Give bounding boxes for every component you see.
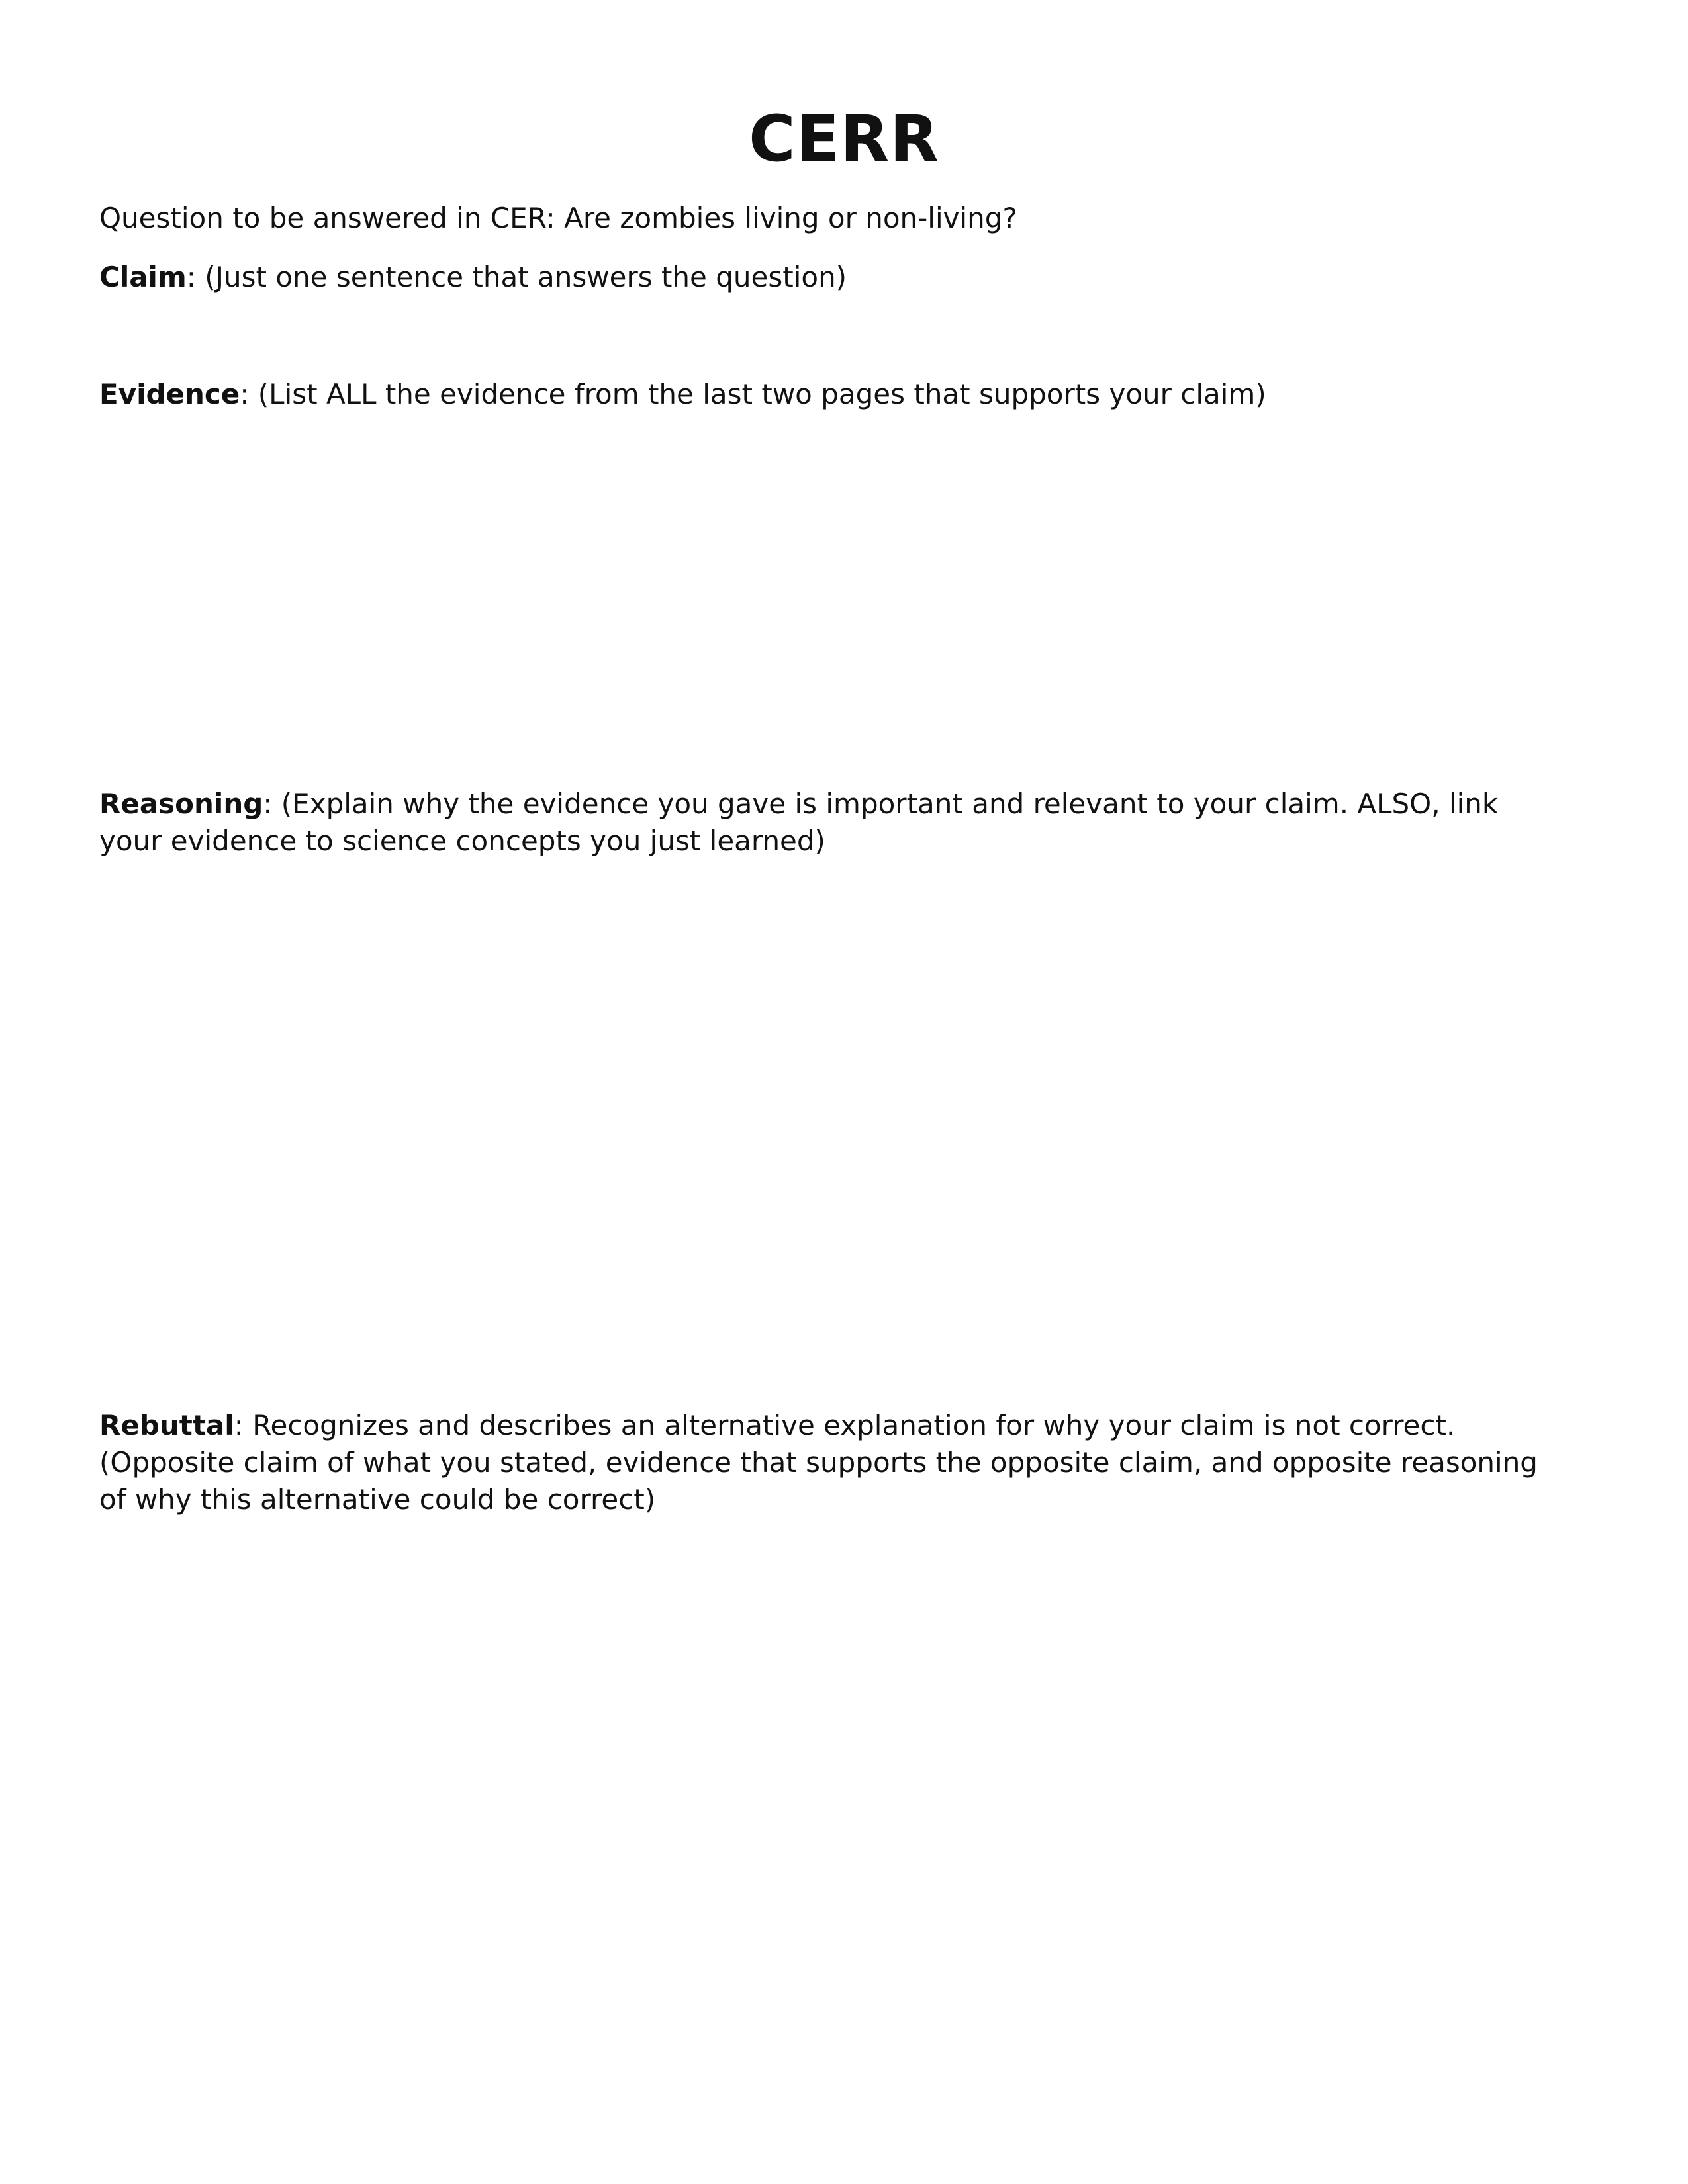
claim-instructions: : (Just one sentence that answers the question) <box>186 261 847 293</box>
evidence-prompt <box>99 376 1556 413</box>
claim-prompt <box>99 259 1556 296</box>
reasoning-answer-space <box>99 860 1556 1390</box>
evidence-answer-space <box>99 417 1556 774</box>
question-prompt: Question to be answered in CER: Are zombies living or non-living? <box>99 202 1017 234</box>
rebuttal-prompt <box>99 1407 1556 1518</box>
rebuttal-answer-space <box>99 1522 1556 2118</box>
reasoning-label: Reasoning <box>99 788 263 820</box>
rebuttal-label: Rebuttal <box>99 1409 234 1441</box>
evidence-label: Evidence <box>99 378 240 410</box>
evidence-instructions: : (List ALL the evidence from the last two pages that supports your claim) <box>240 378 1266 410</box>
page-title: CERR <box>749 102 939 176</box>
reasoning-instructions: : (Explain why the evidence you gave is important and relevant to your claim. ALSO, link your evidence to science concepts you just learned) <box>99 788 1499 857</box>
reasoning-prompt <box>99 786 1556 860</box>
rebuttal-instructions: : Recognizes and describes an alternative explanation for why your claim is not correct. (Opposite claim of what you stated, evidence that supports the opposite claim, and opposite reasoning of why this alternative could be correct) <box>99 1409 1538 1516</box>
claim-answer-space <box>99 298 1556 364</box>
claim-label: Claim <box>99 261 187 293</box>
